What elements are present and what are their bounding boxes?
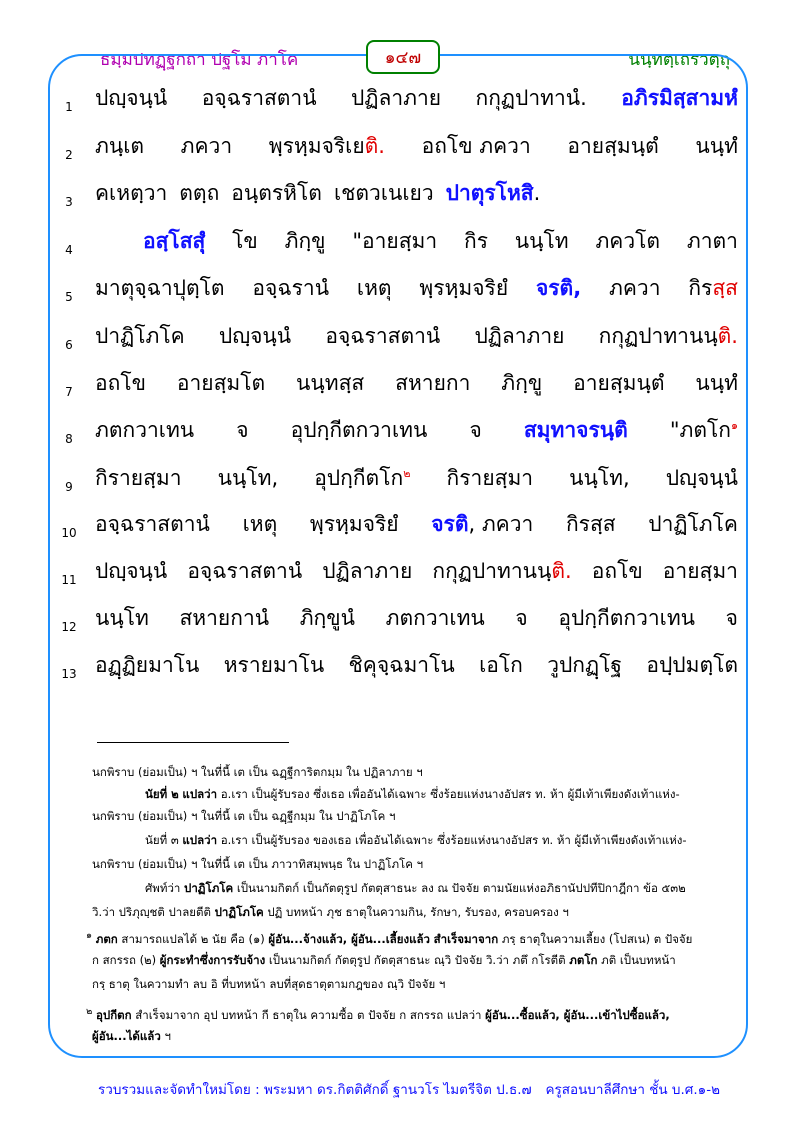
line-number: 5	[65, 290, 73, 304]
word: ภตกวาเทน	[95, 418, 195, 442]
word: เอโก	[479, 653, 523, 677]
word: สหายกา	[395, 371, 471, 395]
word: อถโข	[95, 371, 146, 395]
word: ชิคุจฺฉมาโน	[348, 653, 455, 677]
footer-course: ครูสอนบาลีศึกษา ชั้น บ.ศ.๑-๒	[545, 1082, 720, 1098]
word: กิร	[463, 229, 488, 253]
word: "อายสฺมา	[352, 229, 438, 253]
red-suffix: ติ.	[364, 134, 385, 158]
line-number: 4	[65, 243, 73, 257]
word: วูปกฏฺโฐ	[547, 653, 622, 677]
word: เหตุ	[242, 512, 278, 536]
word: กกุฏปาทานนฺติ.	[598, 324, 738, 348]
text-line	[58, 177, 738, 217]
word: พฺรหฺมจริเยติ.	[268, 134, 385, 158]
word: สหายกานํ	[179, 606, 270, 630]
word: กิรสฺส	[688, 276, 738, 300]
word: อจฺฉราสตานํ	[95, 512, 210, 536]
word: อจฺฉราสตานํ	[325, 324, 441, 348]
footnote-line: ก สกรรถ (๒) ผู้กระทำซึ่งการรับจ้าง เป็นนามกิตก์ กัตตุรูป กัตตุสาธนะ ณฺวิ ปัจจัย วิ.ว่า ภตึ กโรตีติ ภตโก ภติ เป็นบทหน้า	[92, 953, 676, 967]
word: เหตุ	[356, 276, 392, 300]
word: ตตฺถ	[179, 181, 220, 205]
word: อจฺฉราสตานํ	[201, 86, 317, 110]
word: พฺรหฺมจริยํ	[419, 276, 509, 300]
word: กกุฏปาทานนฺติ.	[432, 559, 572, 583]
word: อายสฺมโต	[176, 371, 266, 395]
word: ภาตา	[686, 229, 738, 253]
word: มาตุจฺฉาปุตฺโต	[95, 276, 225, 300]
word: ปาตุรโหสิ.	[445, 181, 541, 205]
text-line	[58, 555, 738, 595]
word: ภควา	[180, 134, 233, 158]
line-number: 7	[65, 385, 73, 399]
word: ปญฺจนฺนํ	[95, 86, 168, 110]
word: ภนฺเต	[95, 134, 145, 158]
word: ภิกฺขู	[501, 371, 543, 395]
text-line	[58, 272, 738, 312]
word: ปาฏิโภโค	[648, 512, 738, 536]
word: กิรสฺส	[565, 512, 616, 536]
text-line	[58, 367, 738, 407]
word: อุปกฺกีตกวาเทน	[558, 606, 696, 630]
footnote-number: ๒	[86, 1006, 93, 1017]
footnote-line: นัยที่ ๓ แปลว่า อ.เรา เป็นผู้รับรอง ของเธอ เพื่ออันได้เฉพาะ ซึ่งร้อยแห่งนางอัปสร ท. ห้า ผู้มีเท้าเพียงดังเท้าแห่ง-	[145, 833, 687, 847]
word: ภตกวาเทน	[385, 606, 485, 630]
line-number: 9	[65, 480, 73, 494]
word: ปฏิลาภาย	[322, 559, 413, 583]
word: อฏฺฏิยมาโน	[95, 653, 200, 677]
word: นนฺทํ	[695, 134, 738, 158]
word: อุปกฺกีตโก$^๒$	[314, 466, 411, 490]
word: อายสฺมา	[662, 559, 738, 583]
footnote-marker: ๒	[403, 467, 411, 480]
text-line	[58, 508, 738, 548]
word: กิรายสฺมา	[95, 466, 182, 490]
word: ปญฺจนฺนํ	[95, 559, 168, 583]
footnote-line: $^๑$ ภตก สามารถแปลได้ ๒ นัย คือ (๑) ผู้อัน...จ้างแล้ว, ผู้อัน...เลี้ยงแล้ว สำเร็จมาจาก ภรฺ ธาตุในความเลี้ยง (โปสเน) ต ปัจจัย	[86, 930, 693, 946]
word: นนฺโท,	[217, 466, 279, 490]
word: ภิกฺขูนํ	[299, 606, 355, 630]
word: หรายมาโน	[223, 653, 325, 677]
line-number: 6	[65, 338, 73, 352]
word: ปฏิลาภาย	[474, 324, 565, 348]
word: กกุฏปาทานํ.	[475, 86, 587, 110]
footnote-number: ๑	[86, 930, 93, 941]
word: อถโข	[591, 559, 643, 583]
word: จ	[469, 418, 482, 442]
highlight-word: อภิรมิสฺสามหํ	[621, 86, 738, 110]
text-line	[58, 462, 738, 502]
red-suffix: ติ.	[551, 559, 572, 583]
word: นนฺทสฺส	[296, 371, 365, 395]
footnote-line: วิ.ว่า ปริภุญฺชติ ปาลยตีติ ปาฏิโภโค ปฏิ บทหน้า ภุช ธาตุในความกิน, รักษา, รับรอง, ครอบครอง ฯ	[92, 905, 569, 919]
word: นนฺโท	[514, 229, 569, 253]
line-number: 3	[65, 195, 73, 209]
text-line	[58, 649, 738, 689]
line-number: 12	[61, 620, 77, 634]
word: นนฺทํ	[695, 371, 738, 395]
text-line	[58, 414, 738, 454]
word: จ	[236, 418, 249, 442]
word: ปญฺจนฺนํ	[665, 466, 738, 490]
text-line	[58, 602, 738, 642]
footnote-marker: ๑	[730, 419, 738, 432]
word: อายสฺมนฺตํ	[573, 371, 665, 395]
line-number: 1	[65, 100, 73, 114]
footnote-line: กรฺ ธาตุ ในความทำ ลบ อิ ที่บทหน้า ลบที่สุดธาตุตามกฎของ ณฺวิ ปัจจัย ฯ	[92, 977, 446, 991]
word: ภิกฺขู	[284, 229, 326, 253]
word: อถโข ภควา	[421, 134, 531, 158]
word: ปญฺจนฺนํ	[218, 324, 292, 348]
footer-compiler: รวบรวมและจัดทำใหม่โดย : พระมหา ดร.กิตติศักดิ์ ฐานวโร ไมตรีจิต ป.ธ.๗	[98, 1082, 532, 1098]
word: จ	[515, 606, 528, 630]
line-number: 8	[65, 432, 73, 446]
word: อนฺตรหิโต	[231, 181, 322, 205]
text-line	[58, 82, 738, 122]
highlight-word: จรติ,	[535, 276, 582, 300]
footnote-line: นกพิราบ (ย่อมเป็น) ฯ ในที่นี้ เต เป็น ฉฏฺฐีการิตกมฺม ใน ปฏิลาภาย ฯ	[92, 765, 423, 779]
page-number: ๑๔๗	[366, 40, 440, 74]
text-line	[58, 130, 738, 170]
footnote-line: นัยที่ ๒ แปลว่า อ.เรา เป็นผู้รับรอง ซึ่งเธอ เพื่ออันได้เฉพาะ ซึ่งร้อยแห่งนางอัปสร ท. ห้า ผู้มีเท้าเพียงดังเท้าแห่ง-	[145, 787, 680, 801]
red-suffix: สฺส	[712, 276, 738, 300]
word: ภควโต	[595, 229, 661, 253]
word: อุปกฺกีตกวาเทน	[290, 418, 428, 442]
word: อายสฺมนฺตํ	[567, 134, 659, 158]
word: โข	[232, 229, 258, 253]
line-number: 10	[61, 526, 77, 540]
word: จ	[725, 606, 738, 630]
word: "ภตโก$^๑$	[669, 418, 738, 442]
word: จรติ, ภควา	[431, 512, 534, 536]
footnote-line: นกพิราบ (ย่อมเป็น) ฯ ในที่นี้ เต เป็น ฉฏฺฐีกมฺม ใน ปาฏิโภโค ฯ	[92, 809, 396, 823]
line-number: 11	[61, 573, 77, 587]
word: อจฺฉราสตานํ	[187, 559, 303, 583]
highlight-word: สมุทาจรนฺติ	[523, 418, 628, 442]
word: พฺรหฺมจริยํ	[309, 512, 399, 536]
word: อปฺปมตฺโต	[646, 653, 738, 677]
word: คเหตฺวา	[95, 181, 168, 205]
word: ปฏิลาภาย	[351, 86, 442, 110]
word: นนฺโท	[95, 606, 149, 630]
word: นนฺโท,	[569, 466, 630, 490]
highlight-word: อสฺโสสุํ	[143, 229, 206, 253]
footnote-line: $^๒$ อุปกีตก สำเร็จมาจาก อุป บทหน้า กี ธาตุใน ความซื้อ ต ปัจจัย ก สกรรถ แปลว่า ผู้อัน...ซื้อแล้ว, ผู้อัน...เข้าไปซื้อแล้ว,	[86, 1006, 670, 1022]
word: ปาฏิโภโค	[95, 324, 185, 348]
line-number: 2	[65, 148, 73, 162]
text-line	[58, 320, 738, 360]
header-story-title: นนฺทตฺเถรวตฺถุ	[628, 50, 730, 70]
word: ภควา	[609, 276, 661, 300]
footnote-divider	[97, 742, 289, 743]
header-book-title: ธมฺมปทฏฺฐกถา ปฐโม ภาโค	[100, 50, 299, 70]
word: อจฺฉรานํ	[252, 276, 330, 300]
footnote-line: ผู้อัน...ได้แล้ว ฯ	[92, 1029, 171, 1043]
red-suffix: ติ.	[717, 324, 738, 348]
line-number: 13	[61, 667, 77, 681]
footnote-line: ศัพท์ว่า ปาฏิโภโค เป็นนามกิตก์ เป็นกัตตุรูป กัตตุสาธนะ ลง ณ ปัจจัย ตามนัยแห่งอภิธานัปปทีปิกาฎีกา ข้อ ๕๓๒	[145, 881, 686, 895]
word: กิรายสฺมา	[446, 466, 534, 490]
footnote-line: นกพิราบ (ย่อมเป็น) ฯ ในที่นี้ เต เป็น ภาวาทิสมฺพนฺธ ใน ปาฏิโภโค ฯ	[92, 857, 424, 871]
text-line	[58, 225, 738, 265]
word: เชตวเนเยว	[333, 181, 434, 205]
